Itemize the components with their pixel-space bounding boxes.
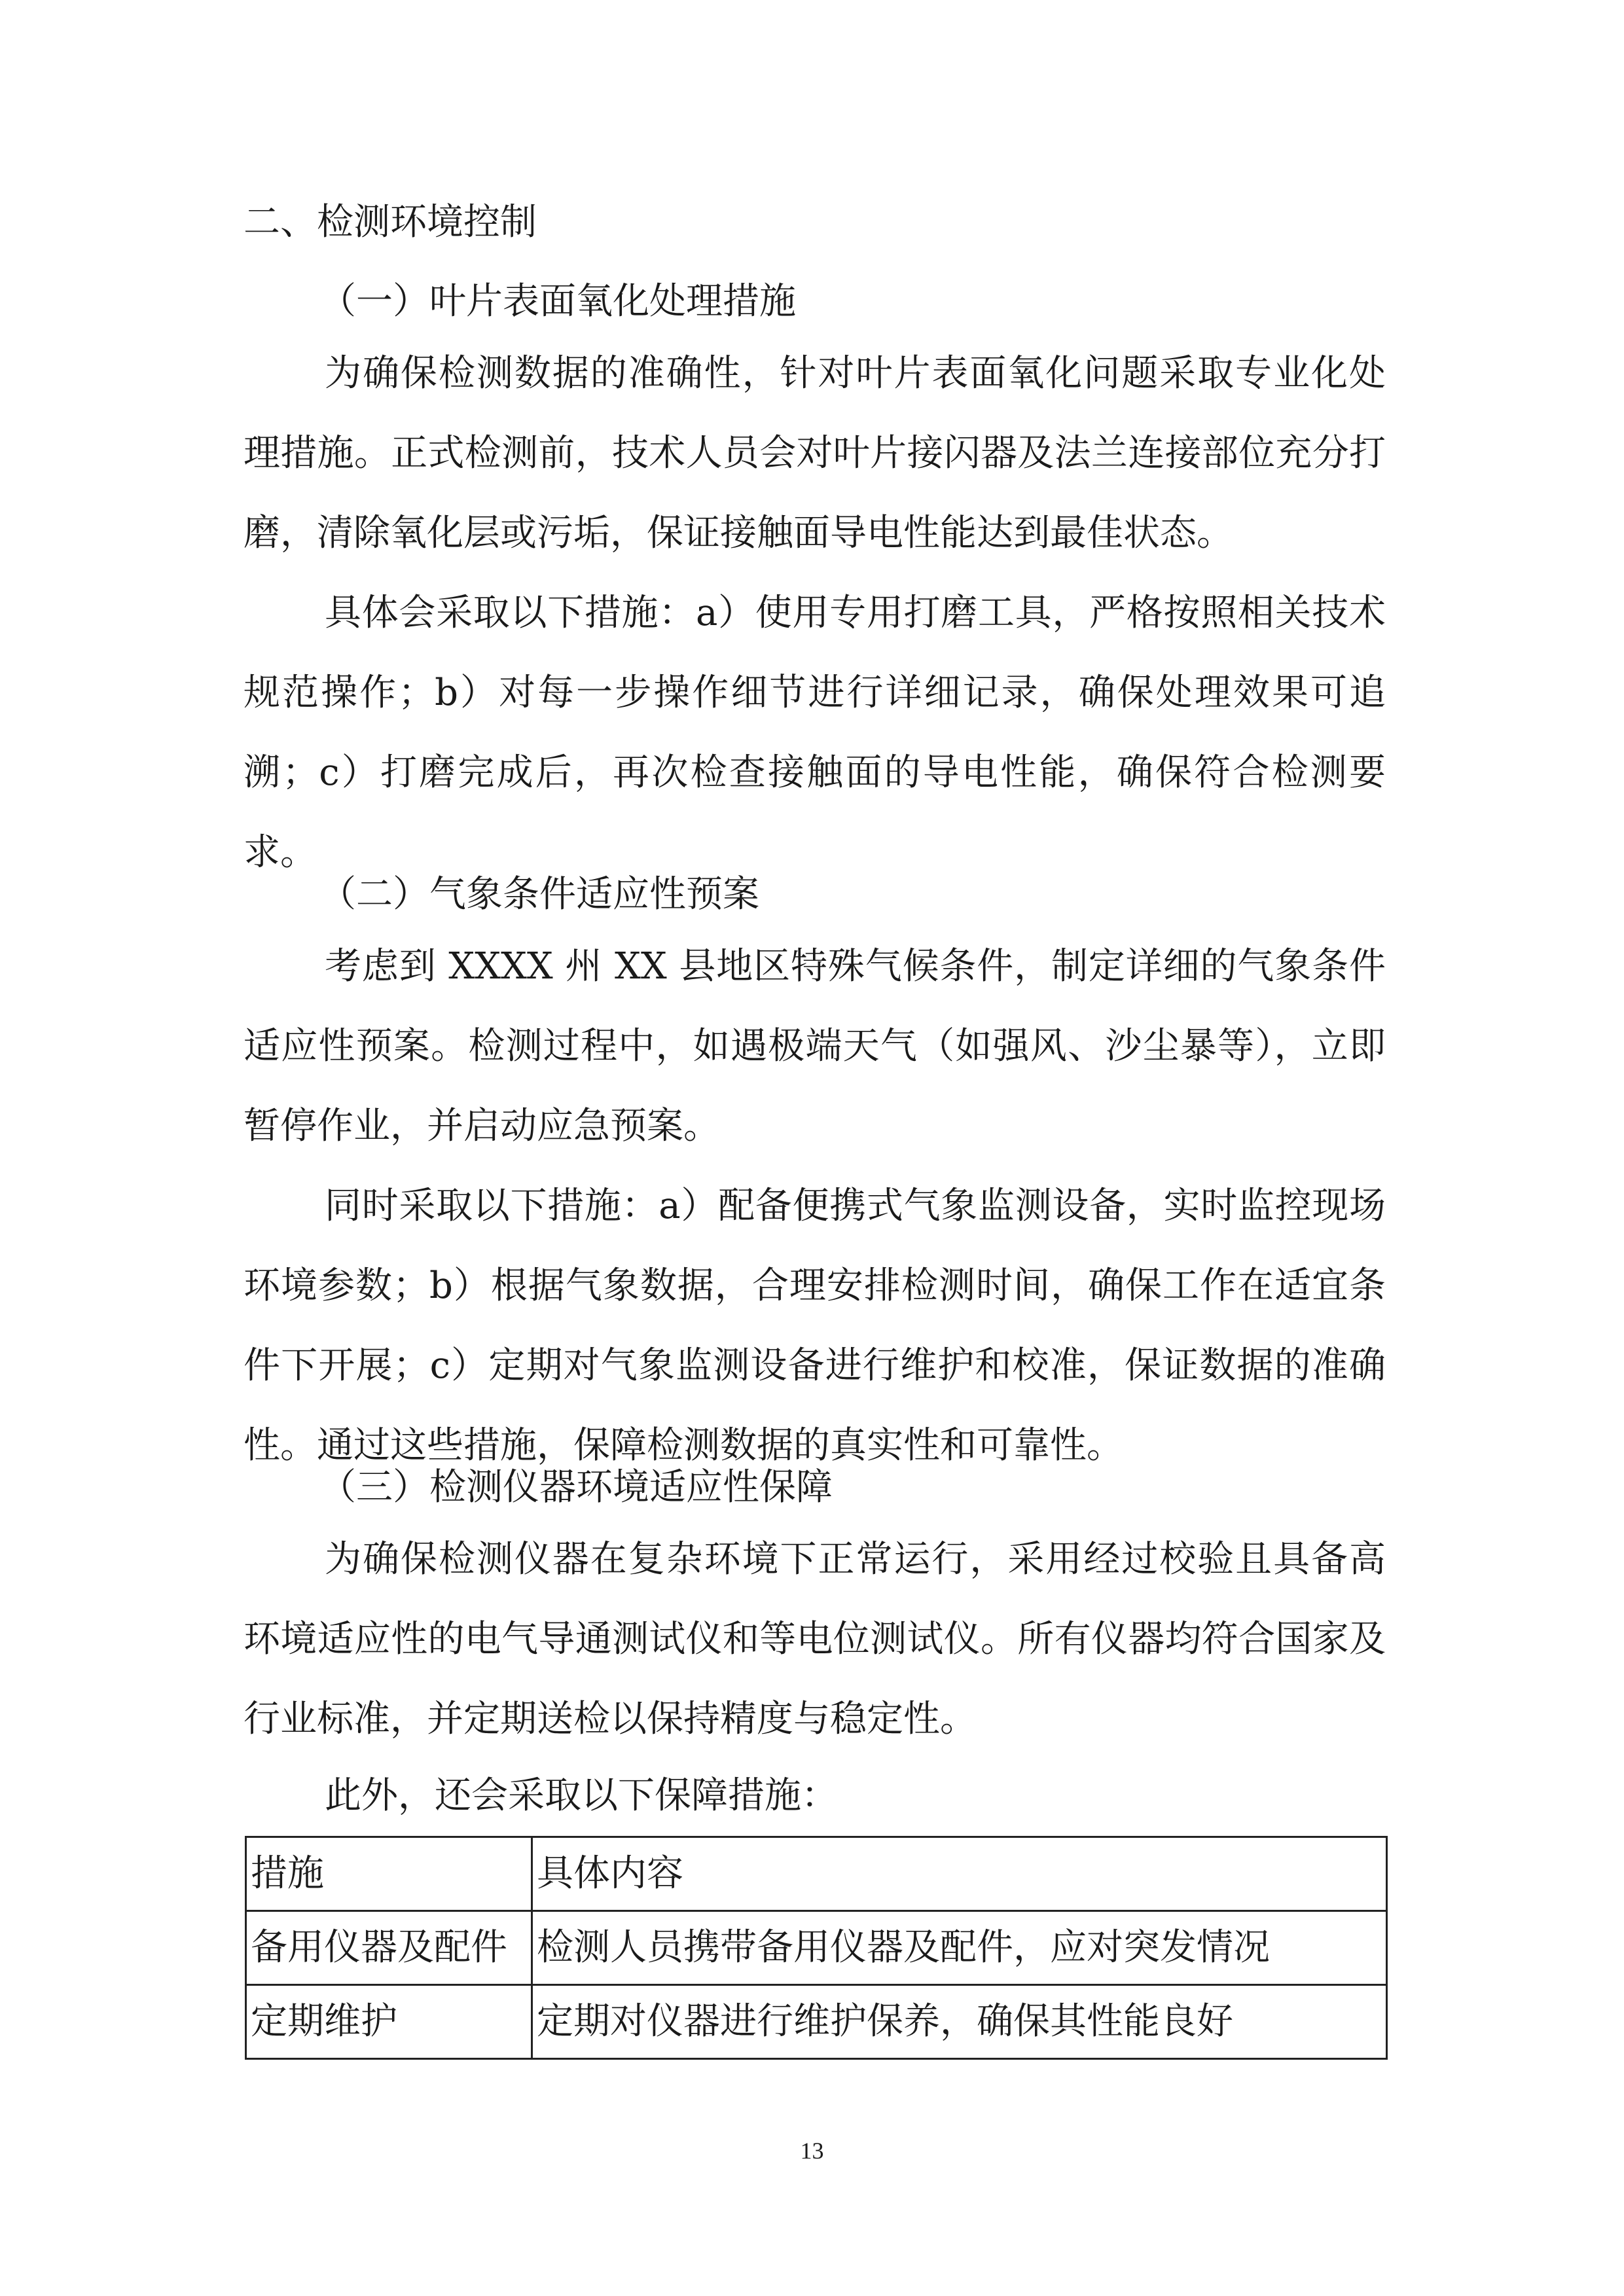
page-number: 13: [800, 2138, 824, 2164]
table-cell: 定期维护: [246, 1985, 532, 2059]
table-cell: 备用仪器及配件: [246, 1911, 532, 1985]
paragraph: 为确保检测数据的准确性，针对叶片表面氧化问题采取专业化处理措施。正式检测前，技术人员会对叶片接闪器及法兰连接部位充分打磨，清除氧化层或污垢，保证接触面导电性能达到最佳状态。: [244, 352, 1386, 554]
table-header-cell: 措施: [246, 1837, 532, 1911]
table-row: [246, 1985, 1387, 2059]
table-cell: 定期对仪器进行维护保养，确保其性能良好: [532, 1985, 1387, 2059]
subsection-title-2: （二）气象条件适应性预案: [319, 873, 759, 916]
table-cell: 检测人员携带备用仪器及配件，应对突发情况: [532, 1911, 1387, 1985]
paragraph: 此外，还会采取以下保障措施：: [325, 1774, 838, 1817]
subsection-title-3: （三）检测仪器环境适应性保障: [319, 1466, 833, 1509]
paragraph: 具体会采取以下措施：a）使用专用打磨工具，严格按照相关技术规范操作；b）对每一步操作细节进行详细记录，确保处理效果可追溯；c）打磨完成后，再次检查接触面的导电性能，确保符合检测要求。: [244, 592, 1386, 874]
table-row: [246, 1911, 1387, 1985]
subsection-title-1: （一）叶片表面氧化处理措施: [319, 280, 796, 323]
measures-table: [245, 1836, 1388, 2060]
section-title: 二、检测环境控制: [244, 201, 537, 243]
table-header-cell: 具体内容: [532, 1837, 1387, 1911]
paragraph: 同时采取以下措施：a）配备便携式气象监测设备，实时监控现场环境参数；b）根据气象数据，合理安排检测时间，确保工作在适宜条件下开展；c）定期对气象监测设备进行维护和校准，保证数据的准确性。通过这些措施，保障检测数据的真实性和可靠性。: [244, 1185, 1386, 1467]
paragraph: 考虑到 XXXX 州 XX 县地区特殊气候条件，制定详细的气象条件适应性预案。检测过程中，如遇极端天气（如强风、沙尘暴等），立即暂停作业，并启动应急预案。: [244, 945, 1386, 1147]
table-header-row: [246, 1837, 1387, 1911]
paragraph: 为确保检测仪器在复杂环境下正常运行，采用经过校验且具备高环境适应性的电气导通测试仪和等电位测试仪。所有仪器均符合国家及行业标准，并定期送检以保持精度与稳定性。: [244, 1538, 1386, 1740]
